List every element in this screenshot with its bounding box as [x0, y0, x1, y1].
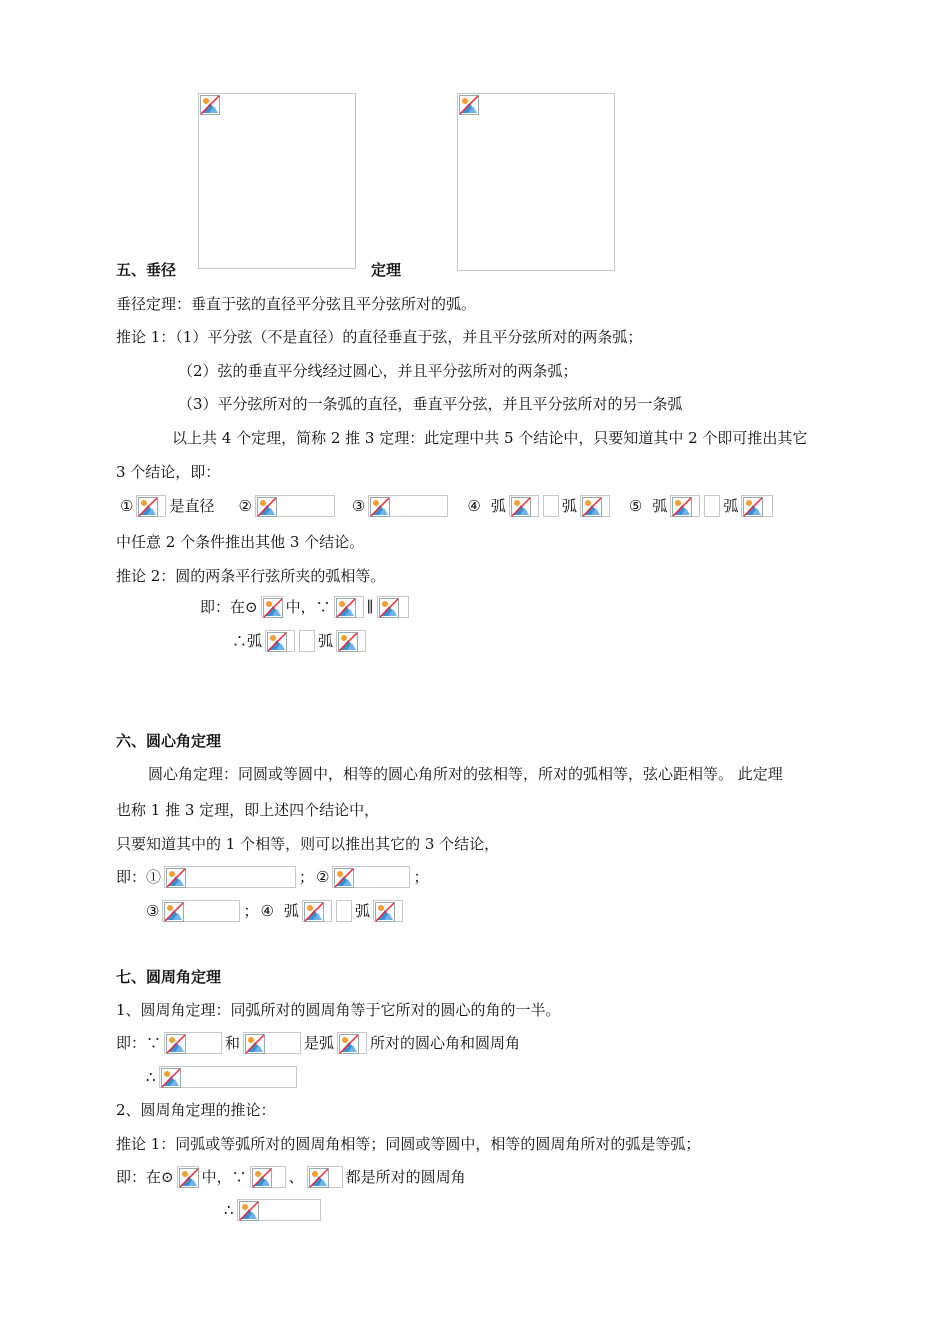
- broken-image-icon: [200, 95, 220, 115]
- formula-placeholder: [177, 1166, 199, 1188]
- formula-placeholder: [250, 1166, 286, 1188]
- semicolon: ；: [243, 902, 259, 920]
- broken-image-icon: [252, 1168, 272, 1188]
- suo-dui-text: 所对的圆心角和圆周角: [370, 1034, 521, 1052]
- zhong-text: 中，∵: [285, 598, 331, 616]
- section5-corollary2: 推论 2：圆的两条平行弦所夹的弧相等。: [116, 567, 386, 585]
- section7-corollary1: 推论 1：同弧或等弧所对的圆周角相等；同圆或等圆中，相等的圆周角所对的弧是等弧；: [116, 1135, 701, 1153]
- semicolon: ；: [299, 868, 315, 886]
- broken-image-icon: [338, 632, 358, 652]
- formula-placeholder: [368, 495, 448, 517]
- section5-title-right: 定理: [371, 261, 402, 279]
- item-number-2: ②: [238, 497, 252, 515]
- broken-image-icon: [459, 95, 479, 115]
- arc-text: 弧: [652, 497, 668, 515]
- item-number-4: ④: [467, 497, 481, 515]
- section7-title: 七、圆周角定理: [116, 968, 222, 986]
- section7-given-row: [116, 1032, 520, 1054]
- broken-image-icon: [339, 1034, 359, 1054]
- broken-image-icon: [164, 902, 184, 922]
- section6-line2: 也称 1 推 3 定理，即上述四个结论中，: [116, 801, 380, 819]
- section5-items-row: [120, 495, 774, 517]
- formula-placeholder: [741, 495, 773, 517]
- section7-corollary-heading: 2、圆周角定理的推论：: [116, 1101, 276, 1119]
- formula-placeholder: [255, 495, 335, 517]
- section5-any-two: 中任意 2 个条件推出其他 3 个结论。: [116, 533, 365, 551]
- broken-image-icon: [379, 598, 399, 618]
- arc-text: 弧: [561, 497, 577, 515]
- ji-because-text: 即：∵: [116, 1034, 162, 1052]
- broken-image-icon: [743, 497, 763, 517]
- section6-items-row1: [116, 866, 429, 888]
- item-number-4: ④: [260, 902, 274, 920]
- formula-placeholder: [336, 900, 352, 922]
- broken-image-icon: [179, 1168, 199, 1188]
- broken-image-icon: [257, 497, 277, 517]
- section5-theorem: 垂径定理：垂直于弦的直径平分弦且平分弦所对的弧。: [116, 295, 477, 313]
- formula-placeholder: [337, 1032, 367, 1054]
- broken-image-icon: [161, 1068, 181, 1088]
- section7-cor1-conclusion: [224, 1199, 322, 1221]
- broken-image-icon: [166, 868, 186, 888]
- zhong-text: 中，∵: [201, 1168, 247, 1186]
- formula-placeholder: [237, 1199, 321, 1221]
- section5-corollary1-1: 推论 1：（1）平分弦（不是直径）的直径垂直于弦，并且平分弦所对的两条弧；: [116, 328, 643, 346]
- formula-placeholder: [136, 495, 166, 517]
- item-text-diameter: 是直径: [169, 497, 215, 515]
- formula-placeholder: [377, 596, 409, 618]
- section5-cor2-given: [200, 596, 410, 618]
- formula-placeholder: [307, 1166, 343, 1188]
- figure-frame-right: [457, 93, 615, 271]
- arc-text: 弧: [490, 497, 506, 515]
- broken-image-icon: [582, 497, 602, 517]
- formula-placeholder: [543, 495, 559, 517]
- broken-image-icon: [309, 1168, 329, 1188]
- section5-corollary1-3: （3）平分弦所对的一条弧的直径，垂直平分弦，并且平分弦所对的另一条弧: [178, 395, 683, 413]
- section7-conclusion-row: [146, 1066, 298, 1088]
- formula-placeholder: [261, 596, 283, 618]
- broken-image-icon: [334, 868, 354, 888]
- broken-image-icon: [166, 1034, 186, 1054]
- he-text: 和: [225, 1034, 241, 1052]
- arc-text: 弧: [283, 902, 299, 920]
- broken-image-icon: [672, 497, 692, 517]
- broken-image-icon: [245, 1034, 265, 1054]
- formula-placeholder: [243, 1032, 301, 1054]
- item-number-3: ③: [146, 902, 160, 920]
- formula-placeholder: [334, 596, 364, 618]
- semicolon: ；: [413, 868, 429, 886]
- arc-text: 弧: [723, 497, 739, 515]
- dou-shi-text: 都是所对的圆周角: [345, 1168, 466, 1186]
- section5-cor2-conclusion: [232, 630, 367, 652]
- broken-image-icon: [239, 1201, 259, 1221]
- broken-image-icon: [138, 497, 158, 517]
- section6-line1: 圆心角定理：同圆或等圆中，相等的圆心角所对的弦相等，所对的弧相等，弦心距相等。 此定理: [148, 765, 783, 783]
- formula-placeholder: [299, 630, 315, 652]
- section6-line3: 只要知道其中的 1 个相等，则可以推出其它的 3 个结论，: [116, 835, 500, 853]
- item-number-5: ⑤: [628, 497, 643, 515]
- section7-cor1-given: [116, 1166, 466, 1188]
- arc-text: 弧: [318, 632, 334, 650]
- figure-frame-left: [198, 93, 356, 269]
- item-number-2: ②: [316, 868, 330, 886]
- formula-placeholder: [159, 1066, 297, 1088]
- broken-image-icon: [336, 598, 356, 618]
- formula-placeholder: [265, 630, 295, 652]
- section6-title: 六、圆心角定理: [116, 732, 222, 750]
- formula-placeholder: [509, 495, 539, 517]
- section7-theorem: 1、圆周角定理：同弧所对的圆周角等于它所对的圆心的角的一半。: [116, 1001, 561, 1019]
- section5-corollary1-2: （2）弦的垂直平分线经过圆心，并且平分弦所对的两条弧；: [178, 362, 578, 380]
- therefore-symbol: ∴: [146, 1068, 156, 1086]
- section5-summary-1: 以上共 4 个定理，简称 2 推 3 定理：此定理中共 5 个结论中，只要知道其中 2 个即可推出其它: [172, 429, 808, 447]
- broken-image-icon: [370, 497, 390, 517]
- parallel-symbol: ∥: [366, 598, 374, 616]
- formula-placeholder: [704, 495, 720, 517]
- section5-title-left: 五、垂径: [116, 261, 177, 279]
- therefore-arc-text: ∴弧: [232, 632, 263, 650]
- formula-placeholder: [580, 495, 610, 517]
- formula-placeholder: [164, 1032, 222, 1054]
- therefore-symbol: ∴: [224, 1201, 234, 1219]
- section5-summary-2: 3 个结论，即：: [116, 463, 221, 481]
- formula-placeholder: [670, 495, 700, 517]
- section6-items-row2: [146, 900, 404, 922]
- item-number-3: ③: [351, 497, 366, 515]
- formula-placeholder: [162, 900, 240, 922]
- broken-image-icon: [263, 598, 283, 618]
- shi-hu-text: 是弧: [304, 1034, 335, 1052]
- formula-placeholder: [336, 630, 366, 652]
- ji-number-1: 即：①: [116, 868, 162, 886]
- broken-image-icon: [375, 902, 395, 922]
- formula-placeholder: [164, 866, 296, 888]
- formula-placeholder: [332, 866, 410, 888]
- arc-text: 弧: [354, 902, 370, 920]
- broken-image-icon: [511, 497, 531, 517]
- broken-image-icon: [304, 902, 324, 922]
- dun-text: 、: [288, 1168, 304, 1186]
- ji-zai-text: 即：在⊙: [200, 598, 258, 616]
- formula-placeholder: [302, 900, 332, 922]
- formula-placeholder: [373, 900, 403, 922]
- broken-image-icon: [267, 632, 287, 652]
- ji-zai-text: 即：在⊙: [116, 1168, 174, 1186]
- item-number-1: ①: [120, 497, 134, 515]
